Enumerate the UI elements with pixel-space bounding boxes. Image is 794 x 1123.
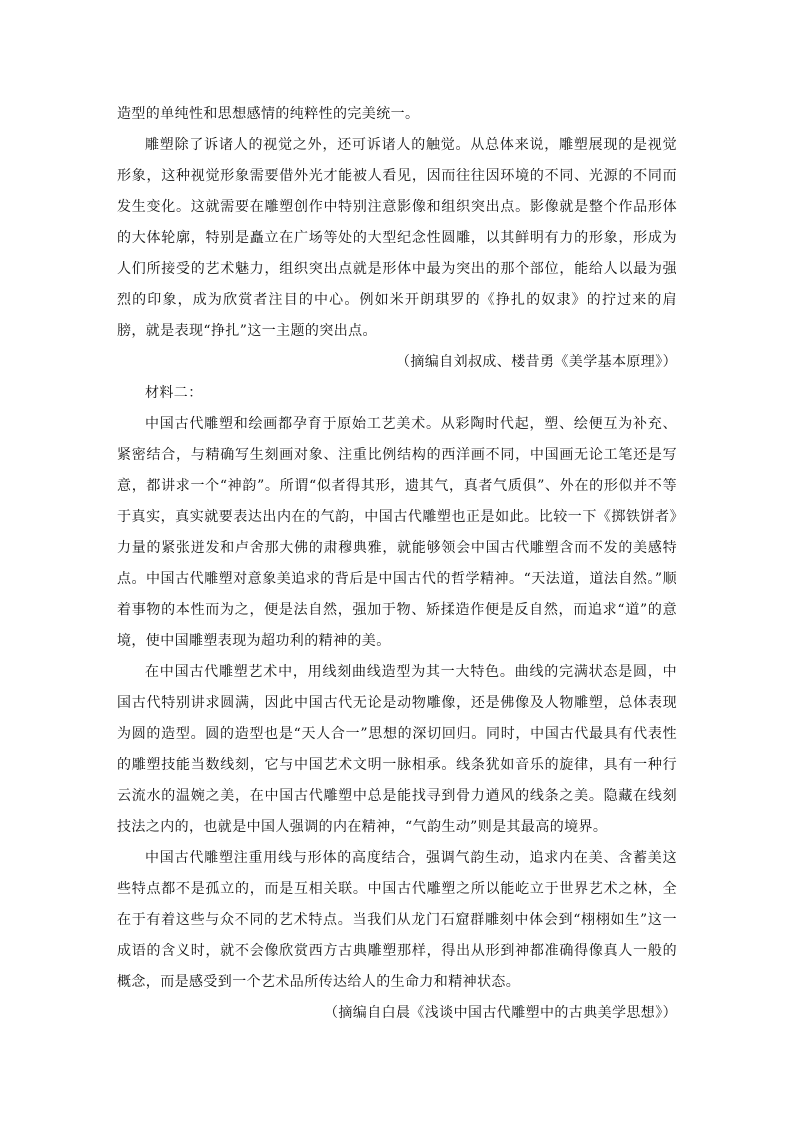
material-2-heading: 材料二：: [145, 385, 203, 401]
source-citation-2: （摘编自白晨《浅谈中国古代雕塑中的古典美学思想》）: [324, 1005, 677, 1021]
source-citation-1: （摘编自刘叔成、楼昔勇《美学基本原理》）: [396, 354, 677, 370]
paragraph-sculpture-vision: 雕塑除了诉诸人的视觉之外，还可诉诸人的触觉。从总体来说，雕塑展现的是视觉形象，这种视觉形象需要借外光才能被人看见，因而往往因环境的不同、光源的不同而发生变化。这就需要在雕塑创作中特别注意影像和组织突出点。影像就是整个作品形体的大体轮廓，特别是矗立在广场等处的大型纪念性圆雕，以其鲜明有力的形象，形成为人们所接受的艺术魅力，组织突出点就是形体中最为突出的那个部位，能给人以最为强烈的印象，成为欣赏者注目的中心。例如米开朗琪罗的《挣扎的奴隶》的拧过来的肩膀，就是表现“挣扎”这一主题的突出点。: [117, 137, 677, 339]
paragraph-lines: 在中国古代雕塑艺术中，用线刻曲线造型为其一大特色。曲线的完满状态是圆，中国古代特别讲求圆满，因此中国古代无论是动物雕像，还是佛像及人物雕塑，总体表现为圆的造型。圆的造型也是“天人合一”思想的深切回归。同时，中国古代最具有代表性的雕塑技能当数线刻，它与中国艺术文明一脉相承。线条犹如音乐的旋律，具有一种行云流水的温婉之美，在中国古代雕塑中总是能找寻到骨力遒风的线条之美。隐藏在线刻技法之内的，也就是中国人强调的内在精神，“气韵生动”则是其最高的境界。: [117, 664, 677, 835]
paragraph-continuation: 造型的单纯性和思想感情的纯粹性的完美统一。: [117, 106, 420, 122]
paragraph-combination: 中国古代雕塑注重用线与形体的高度结合，强调气韵生动，追求内在美、含蓄美这些特点都不是孤立的，而是互相关联。中国古代雕塑之所以能屹立于世界艺术之林，全在于有着这些与众不同的艺术特点。当我们从龙门石窟群雕刻中体会到“栩栩如生”这一成语的含义时，就不会像欣赏西方古典雕塑那样，得出从形到神都准确得像真人一般的概念，而是感受到一个艺术品所传达给人的生命力和精神状态。: [117, 850, 677, 990]
paragraph-origin: 中国古代雕塑和绘画都孕育于原始工艺美术。从彩陶时代起，塑、绘便互为补充、紧密结合，与精确写生刻画对象、注重比例结构的西洋画不同，中国画无论工笔还是写意，都讲求一个“神韵”。所谓“似者得其形，遗其气，真者气质俱”、外在的形似并不等于真实，真实就要表达出内在的气韵，中国古代雕塑也正是如此。比较一下《掷铁饼者》力量的紧张迸发和卢舍那大佛的肃穆典雅，就能够领会中国古代雕塑含而不发的美感特点。中国古代雕塑对意象美追求的背后是中国古代的哲学精神。“天法道，道法自然。”顺着事物的本性而为之，便是法自然，强加于物、矫揉造作便是反自然，而追求“道”的意境，使中国雕塑表现为超功利的精神的美。: [117, 416, 677, 649]
